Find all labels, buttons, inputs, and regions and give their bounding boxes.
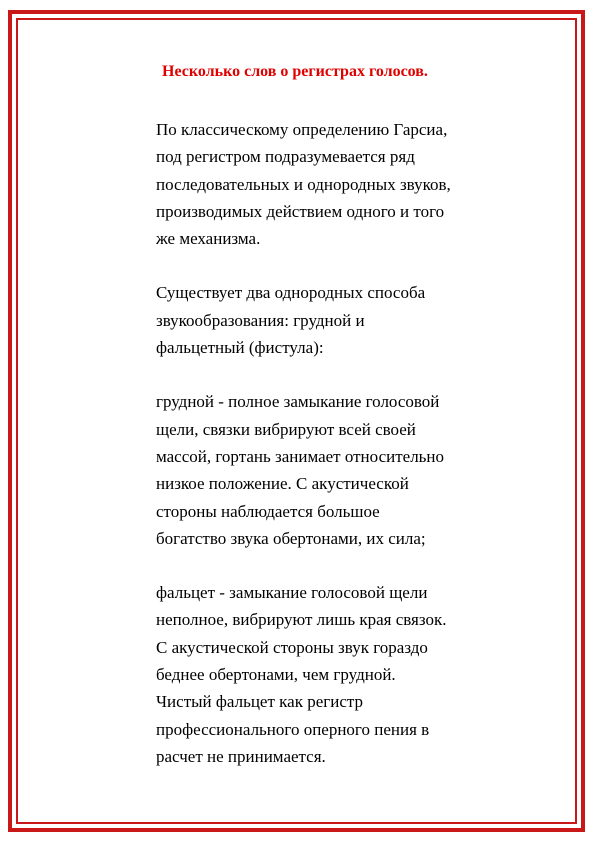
document-content [156,60,526,797]
document-title: Несколько слов о регистрах голосов. [162,63,428,80]
text-line: массой, гортань занимает относительно [156,446,445,466]
text-line: Чистый фальцет как регистр [156,692,364,712]
text-line: последовательных и однородных звуков, [156,174,451,194]
paragraph-falsetto [156,579,526,770]
paragraph-definition [156,116,526,252]
text-line: неполное, вибрируют лишь края связок. [156,610,447,630]
text-line: щели, связки вибрируют всей своей [156,419,416,439]
text-line: богатство звука обертонами, их сила; [156,528,426,548]
text-line: под регистром подразумевается ряд [156,147,415,167]
text-line: фальцет - замыкание голосовой щели [156,583,428,603]
text-line: производимых действием одного и того [156,201,445,221]
paragraph-chest-voice [156,388,526,552]
text-line: С акустической стороны звук гораздо [156,637,428,657]
text-line: стороны наблюдается большое [156,501,380,521]
text-line: звукообразования: грудной и [156,310,365,330]
text-line: грудной - полное замыкание голосовой [156,392,440,412]
text-line: низкое положение. С акустической [156,474,409,494]
text-line: Существует два однородных способа [156,283,426,303]
text-line: фальцетный (фистула): [156,338,324,358]
text-line: беднее обертонами, чем грудной. [156,665,396,685]
text-line: же механизма. [156,229,261,249]
paragraph-methods [156,279,526,361]
text-line: профессионального оперного пения в [156,719,430,739]
text-line: По классическому определению Гарсиа, [156,120,448,139]
text-line: расчет не принимается. [156,746,326,766]
